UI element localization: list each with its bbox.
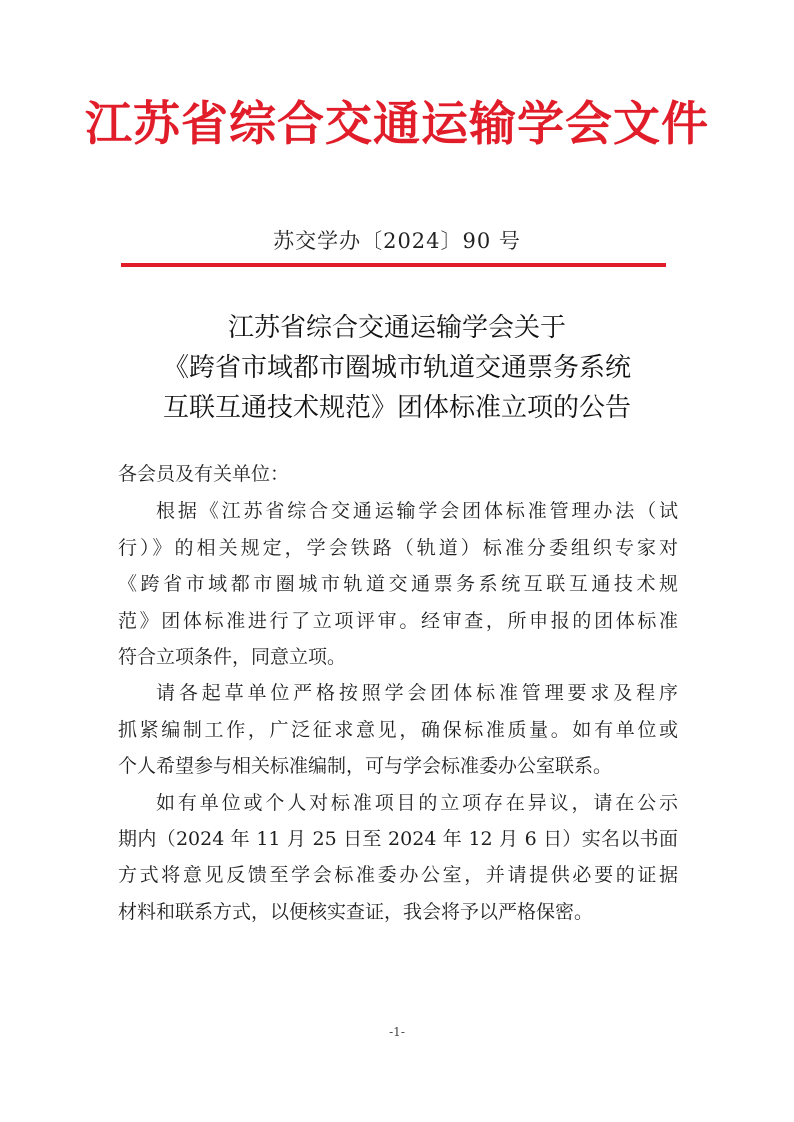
page-number: -1- (389, 1025, 405, 1039)
paragraph-line: 请各起草单位严格按照学会团体标准管理要求及程序 (156, 682, 678, 705)
paragraph-line: 期内（2024 年 11 月 25 日至 2024 年 12 月 6 日）实名以书面 (118, 828, 678, 851)
paragraph-2 (118, 675, 678, 784)
letterhead-title: 江苏省综合交通运输学会文件 (85, 97, 709, 152)
paragraph-line: 材料和联系方式，以便核实查证，我会将予以严格保密。 (118, 900, 594, 923)
title-line: 《跨省市域都市圈城市轨道交通票务系统 (162, 353, 631, 383)
paragraph-1 (118, 493, 678, 675)
paragraph-line: 抓紧编制工作，广泛征求意见，确保标准质量。如有单位或 (118, 718, 678, 741)
notice-title (100, 308, 694, 428)
title-line: 互联互通技术规范》团体标准立项的公告 (162, 393, 631, 423)
paragraph-3 (118, 785, 678, 931)
paragraph-line: 范》团体标准进行了立项评审。经审查，所申报的团体标准 (118, 609, 678, 632)
paragraph-line: 方式将意见反馈至学会标准委办公室，并请提供必要的证据 (118, 864, 678, 887)
paragraph-line: 《跨省市域都市圈城市轨道交通票务系统互联互通技术规 (118, 573, 678, 596)
red-divider-line (121, 263, 666, 267)
paragraph-line: 符合立项条件，同意立项。 (118, 646, 347, 669)
paragraph-line: 如有单位或个人对标准项目的立项存在异议，请在公示 (156, 791, 678, 814)
title-line: 江苏省综合交通运输学会关于 (227, 313, 566, 343)
paragraph-line: 行）》的相关规定，学会铁路（轨道）标准分委组织专家对 (118, 536, 678, 559)
salutation: 各会员及有关单位： (118, 463, 290, 485)
paragraph-line: 根据《江苏省综合交通运输学会团体标准管理办法（试 (156, 500, 678, 523)
document-number: 苏交学办〔2024〕90 号 (273, 229, 521, 253)
paragraph-line: 个人希望参与相关标准编制，可与学会标准委办公室联系。 (118, 755, 613, 778)
notice-body (118, 456, 678, 930)
